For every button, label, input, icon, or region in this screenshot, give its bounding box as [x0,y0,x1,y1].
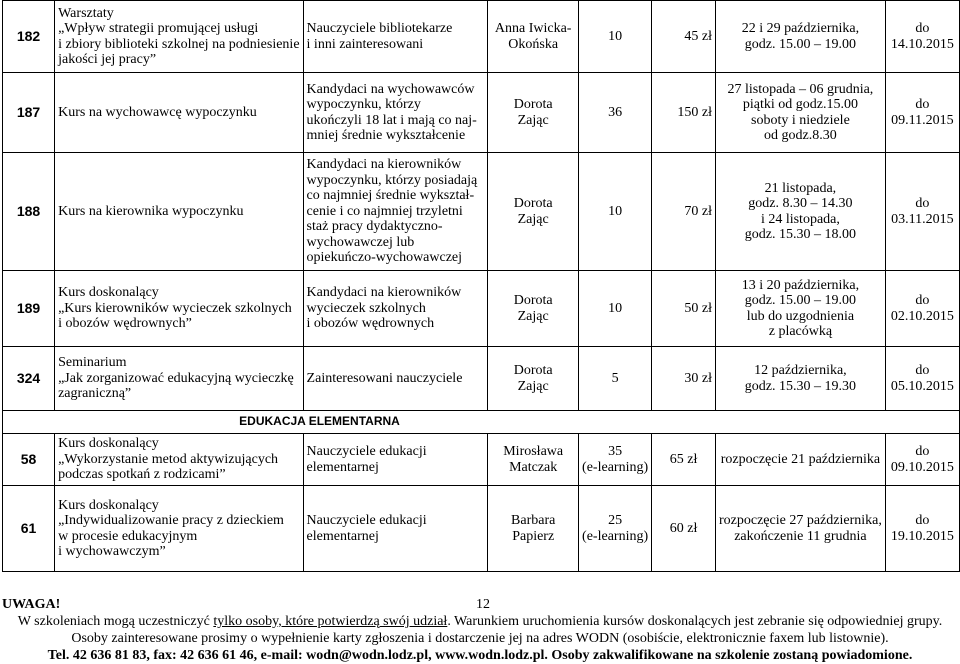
course-row [3,486,960,572]
course-audience-line: ukończyli 18 lat i mają co naj- [306,112,477,128]
course-title-line: „Wpływ strategii promującej usługi [58,21,259,36]
course-price-line: 50 zł [684,300,712,316]
course-audience-line: co najmniej średnie wykształ- [306,188,475,204]
course-dates [715,347,885,411]
course-leader-line: Barbara [511,513,556,528]
course-deadline-line: do [915,444,930,459]
course-dates-line: lub do uzgodnienia [746,308,855,324]
course-title-line: Kurs doskonalący [58,497,159,513]
course-leader-line: Matczak [509,459,558,475]
course-audience [303,486,488,572]
course-dates-line: 27 listopada – 06 grudnia, [727,81,874,97]
course-id [3,153,55,271]
course-row [3,73,960,153]
course-deadline-line: 02.10.2015 [890,308,954,324]
course-table [2,0,960,572]
course-dates [715,1,885,73]
course-deadline-line: do [915,513,930,528]
course-title [55,153,303,271]
course-title-line: „Wykorzystanie metod aktywizujących [58,451,279,467]
course-dates-line: zakończenie 11 grudnia [734,528,867,544]
course-title-line: i wychowawczym” [58,544,166,559]
course-hours [579,73,652,153]
course-row [3,1,960,73]
course-title [55,434,303,486]
course-deadline-line: 03.11.2015 [891,211,954,227]
course-row [3,434,960,486]
course-hours [579,1,652,73]
course-dates-line: piątki od godz.15.00 [742,97,858,112]
course-audience-line: i inni zainteresowani [306,36,424,52]
footer-line3: Tel. 42 636 81 83, fax: 42 636 61 46, e-mail: wodn@wodn.lodz.pl, www.wodn.lodz.pl. Osoby zakwalifikowane na szkolenie zostaną powiadomione. [47,648,913,663]
course-hours [579,486,652,572]
course-dates-line: godz. 8.30 – 14.30 [748,196,853,211]
course-title-line: „Indywidualizowanie pracy z dzieckiem [58,513,284,528]
course-hours-line: 25 [608,513,623,528]
course-id [3,1,55,73]
course-audience-line: Nauczyciele edukacji [306,444,427,459]
course-audience [303,434,488,486]
course-leader [488,347,579,411]
course-row [3,271,960,347]
course-id [3,271,55,347]
course-leader [488,486,579,572]
course-hours-line: 10 [608,203,623,219]
course-title-line: Seminarium [58,355,127,371]
course-dates-line: 12 października, [754,363,847,378]
course-audience-line: Nauczyciele edukacji [306,513,427,528]
course-row [3,153,960,271]
course-hours-line: (e-learning) [582,528,649,544]
course-leader [488,1,579,73]
course-id-line: 182 [16,27,41,44]
course-id-line: 189 [16,299,41,316]
course-audience-line: opiekuńczo-wychowawczej [306,250,463,266]
course-dates-line: 22 i 29 października, [741,21,860,36]
course-price [652,153,716,271]
course-audience-line: staż pracy dydaktyczno- [306,219,443,235]
course-dates-line: 21 listopada, [764,180,837,196]
course-audience [303,153,488,271]
course-dates-line: godz. 15.30 – 18.00 [744,227,857,242]
course-leader-line: Dorota [513,293,553,308]
course-audience [303,347,488,411]
course-title [55,271,303,347]
course-price-line: 70 zł [684,203,712,219]
course-leader-line: Dorota [513,363,553,378]
course-title-line: i zbiory biblioteki szkolnej na podniesienie [58,36,300,52]
course-title-line: i obozów wędrownych” [58,316,192,332]
course-audience-line: wypoczynku, którzy [306,97,421,112]
course-hours [579,153,652,271]
course-deadline-line: do [915,21,930,36]
course-dates-line: i 24 listopada, [760,211,840,227]
course-audience-line: wycieczek szkolnych [306,300,426,316]
course-leader [488,271,579,347]
course-audience [303,1,488,73]
course-title-line: Kurs doskonalący [58,436,159,452]
course-dates [715,271,885,347]
course-dates-line: soboty i niedziele [751,112,850,128]
course-hours-line: 35 [608,444,623,459]
course-dates-line: od godz.8.30 [764,128,837,143]
course-hours [579,347,652,411]
course-leader-line: Zając [517,211,549,227]
footer-line1-underlined: tylko osoby, które potwierdzą swój udział [213,614,448,629]
course-leader-line: Zając [517,378,549,394]
course-dates-line: godz. 15.00 – 19.00 [744,36,857,52]
course-title-line: podczas spotkań z rodzicami” [58,467,226,483]
course-audience-line: cenie i co najmniej trzyletni [306,203,463,219]
course-deadline [885,347,959,411]
course-deadline-line: 19.10.2015 [890,528,954,544]
course-id [3,434,55,486]
course-deadline-line: 09.10.2015 [890,459,954,475]
course-title [55,486,303,572]
course-deadline [885,271,959,347]
course-deadline-line: 14.10.2015 [890,36,954,52]
course-leader-line: Mirosława [503,444,564,459]
course-leader [488,434,579,486]
course-price [652,1,716,73]
course-dates [715,434,885,486]
course-dates [715,73,885,153]
course-audience [303,73,488,153]
course-id-line: 58 [20,450,37,467]
course-hours [579,434,652,486]
course-leader-line: Anna Iwicka- [494,21,572,36]
course-id [3,73,55,153]
course-title-line: w procesie edukacyjnym [58,528,198,544]
course-title [55,347,303,411]
course-price [652,434,716,486]
course-leader-line: Dorota [513,196,553,211]
course-title-line: Kurs na wychowawcę wypoczynku [58,104,257,120]
course-hours-line: (e-learning) [582,459,649,475]
course-title-line: Warsztaty [58,5,114,21]
footer-note [2,596,958,664]
course-price [652,271,716,347]
course-dates-line: godz. 15.00 – 19.00 [744,293,857,308]
warning-label: UWAGA! [2,597,61,612]
course-leader [488,153,579,271]
course-title-line: jakości jej pracy” [58,52,157,67]
course-audience-line: Nauczyciele bibliotekarze [306,21,453,36]
page-number: 12 [476,597,490,612]
course-price-line: 45 zł [684,28,712,44]
course-price [652,73,716,153]
course-leader-line: Dorota [513,97,553,112]
course-hours-line: 10 [608,300,623,316]
course-price [652,486,716,572]
course-price-line: 65 zł [669,451,698,467]
course-dates-line: godz. 15.30 – 19.30 [744,378,857,394]
course-leader-line: Okońska [508,36,559,52]
course-deadline-line: do [915,97,930,112]
course-audience-line: elementarnej [306,459,379,475]
course-audience-line: mniej średnie wykształcenie [306,128,466,143]
course-deadline [885,153,959,271]
course-leader [488,73,579,153]
course-id [3,486,55,572]
course-price-line: 60 zł [669,520,698,536]
section-label: EDUKACJA ELEMENTARNA [239,414,400,429]
course-id-line: 187 [16,103,41,120]
course-dates-line: rozpoczęcie 21 października [720,451,881,467]
course-dates-line: rozpoczęcie 27 października, [718,513,882,528]
course-dates-line: z placówką [768,324,833,339]
section-header-row [3,411,960,434]
course-leader-line: Zając [517,112,549,128]
course-hours-line: 36 [608,104,623,120]
course-id-line: 188 [16,202,41,219]
course-audience-line: Kandydaci na kierowników [306,157,462,173]
course-deadline-line: do [915,293,930,308]
footer-line1-start: W szkoleniach mogą uczestniczyć [17,614,214,629]
course-audience-line: elementarnej [306,528,379,544]
course-title-line: zagraniczną” [58,386,132,402]
course-deadline-line: 09.11.2015 [891,112,954,128]
course-title-line: Kurs na kierownika wypoczynku [58,203,244,219]
course-audience [303,271,488,347]
footer-line2: Osoby zainteresowane prosimy o wypełnienie karty zgłoszenia i dostarczenie jej na adres WODN (osobiście, elektronicznie faxem lub listownie). [71,631,889,646]
course-title-line: „Jak zorganizować edukacyjną wycieczkę [58,370,294,386]
course-dates-line: 13 i 20 października, [741,277,860,293]
course-hours [579,271,652,347]
course-row [3,347,960,411]
course-deadline-line: do [915,196,930,211]
course-audience-line: i obozów wędrownych [306,316,435,332]
course-audience-line: wychowawczej lub [306,234,415,250]
footer-line1-end: . Warunkiem uruchomienia kursów doskonalących jest zebranie się odpowiedniej grupy. [447,614,943,629]
course-deadline [885,434,959,486]
course-title-line: Kurs doskonalący [58,285,159,301]
course-deadline [885,73,959,153]
course-audience-line: wypoczynku, którzy posiadają [306,172,478,188]
course-leader-line: Papierz [512,528,555,544]
course-deadline-line: 05.10.2015 [890,378,954,394]
course-audience-line: Zainteresowani nauczyciele [306,370,463,386]
course-deadline [885,486,959,572]
course-title [55,1,303,73]
course-audience-line: Kandydaci na kierowników [306,285,462,301]
course-id-line: 61 [20,519,37,536]
course-title [55,73,303,153]
course-title-line: „Kurs kierowników wycieczek szkolnych [58,300,292,316]
course-id [3,347,55,411]
course-deadline-line: do [915,363,930,378]
course-price [652,347,716,411]
course-hours-line: 10 [608,28,623,44]
course-dates [715,486,885,572]
course-dates [715,153,885,271]
course-price-line: 30 zł [684,370,712,386]
course-audience-line: Kandydaci na wychowawców [306,81,475,97]
course-leader-line: Zając [517,308,549,324]
course-deadline [885,1,959,73]
course-price-line: 150 zł [677,104,712,120]
course-id-line: 324 [16,369,41,386]
course-hours-line: 5 [611,370,619,386]
